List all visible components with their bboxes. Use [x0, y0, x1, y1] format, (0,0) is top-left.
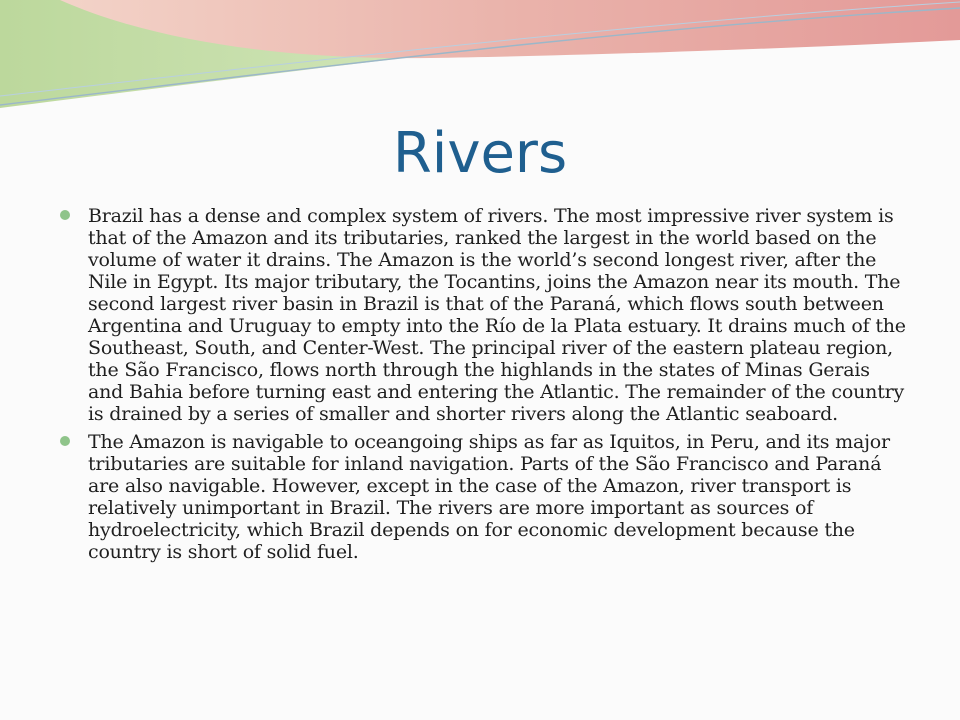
- bullet-icon: [60, 210, 70, 220]
- bullet-icon: [60, 436, 70, 446]
- bullet-text: The Amazon is navigable to oceangoing ships as far as Iquitos, in Peru, and its major tributaries are suitable for inland navigation. Parts of the São Francisco and Paraná are also navigable. However, except in the case of the Amazon, river transport is relatively unimportant in Brazil. The rivers are more important as sources of hydroelectricity, which Brazil depends on for economic development because the country is short of solid fuel.: [88, 431, 890, 563]
- slide-title: Rivers: [392, 121, 568, 186]
- header-decoration: [0, 0, 960, 120]
- bullet-text: Brazil has a dense and complex system of rivers. The most impressive river system is that of the Amazon and its tributaries, ranked the largest in the world based on the volume of water it drains. The Amazon is the world’s second longest river, after the Nile in Egypt. Its major tributary, the Tocantins, joins the Amazon near its mouth. The second largest river basin in Brazil is that of the Paraná, which flows south between Argentina and Uruguay to empty into the Río de la Plata estuary. It drains much of the Southeast, South, and Center-West. The principal river of the eastern plateau region, the São Francisco, flows north through the highlands in the states of Minas Gerais and Bahia before turning east and entering the Atlantic. The remainder of the country is drained by a series of smaller and shorter rivers along the Atlantic seaboard.: [88, 205, 906, 425]
- slide-body: [60, 205, 910, 569]
- bullet-item: [60, 431, 910, 563]
- bullet-item: [60, 205, 910, 425]
